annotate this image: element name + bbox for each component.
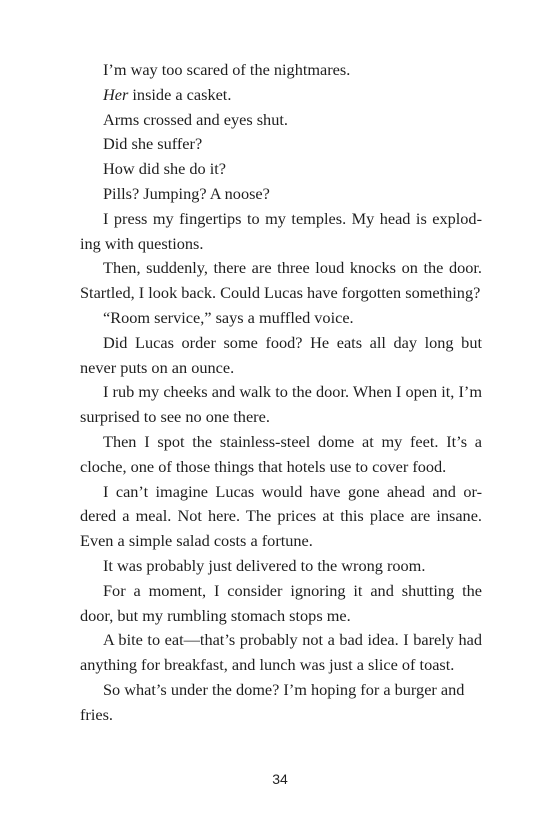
paragraph xyxy=(80,83,482,108)
paragraph-text: I rub my cheeks and walk to the door. When I open it, I’m surprised to see no one there. xyxy=(80,382,482,427)
paragraph xyxy=(80,207,482,257)
paragraph-text: A bite to eat—that’s probably not a bad idea. I barely had anything for breakfast, and lunch was just a slice of toast. xyxy=(80,630,482,675)
paragraph-text: How did she do it? xyxy=(103,159,226,179)
paragraph xyxy=(80,157,482,182)
paragraph-text: Did she suffer? xyxy=(103,134,203,154)
emphasized-text: Her xyxy=(103,84,129,104)
paragraph-text: Then I spot the stainless-steel dome at my feet. It’s a cloche, one of those things that hotels use to cover food. xyxy=(80,431,482,476)
paragraph xyxy=(80,256,482,306)
paragraph-text: “Room service,” says a muffled voice. xyxy=(103,307,354,327)
paragraph xyxy=(80,132,482,157)
paragraph xyxy=(80,380,482,430)
paragraph xyxy=(80,306,482,331)
paragraph-text: Then, suddenly, there are three loud knocks on the door. Startled, I look back. Could Lucas have forgotten something? xyxy=(80,258,482,303)
paragraph-text: Arms crossed and eyes shut. xyxy=(103,109,288,129)
paragraph xyxy=(80,579,482,629)
paragraph-text: I can’t imagine Lucas would have gone ahead and or-dered a meal. Not here. The prices at this place are insane. Even a simple salad costs a fortune. xyxy=(80,481,482,551)
paragraph xyxy=(80,430,482,480)
paragraph-text: I’m way too scared of the nightmares. xyxy=(103,60,351,79)
paragraph xyxy=(80,58,482,83)
page-number: 34 xyxy=(272,771,288,787)
paragraph-text: So what’s under the dome? I’m hoping for a burger and fries. xyxy=(80,679,465,724)
paragraph xyxy=(80,628,482,678)
paragraph-text: I press my fingertips to my temples. My head is explod-ing with questions. xyxy=(80,208,482,253)
paragraph xyxy=(80,182,482,207)
paragraph xyxy=(80,480,482,554)
paragraph xyxy=(80,108,482,133)
paragraph-text: For a moment, I consider ignoring it and shutting the door, but my rumbling stomach stops me. xyxy=(80,580,482,625)
paragraph-text: Did Lucas order some food? He eats all day long but never puts on an ounce. xyxy=(80,332,482,377)
paragraph xyxy=(80,331,482,381)
paragraph-text: Pills? Jumping? A noose? xyxy=(103,183,270,203)
page-body-text xyxy=(80,58,482,728)
paragraph-text: It was probably just delivered to the wrong room. xyxy=(103,555,426,575)
paragraph xyxy=(80,678,482,728)
paragraph-text: inside a casket. xyxy=(128,84,232,104)
paragraph xyxy=(80,554,482,579)
